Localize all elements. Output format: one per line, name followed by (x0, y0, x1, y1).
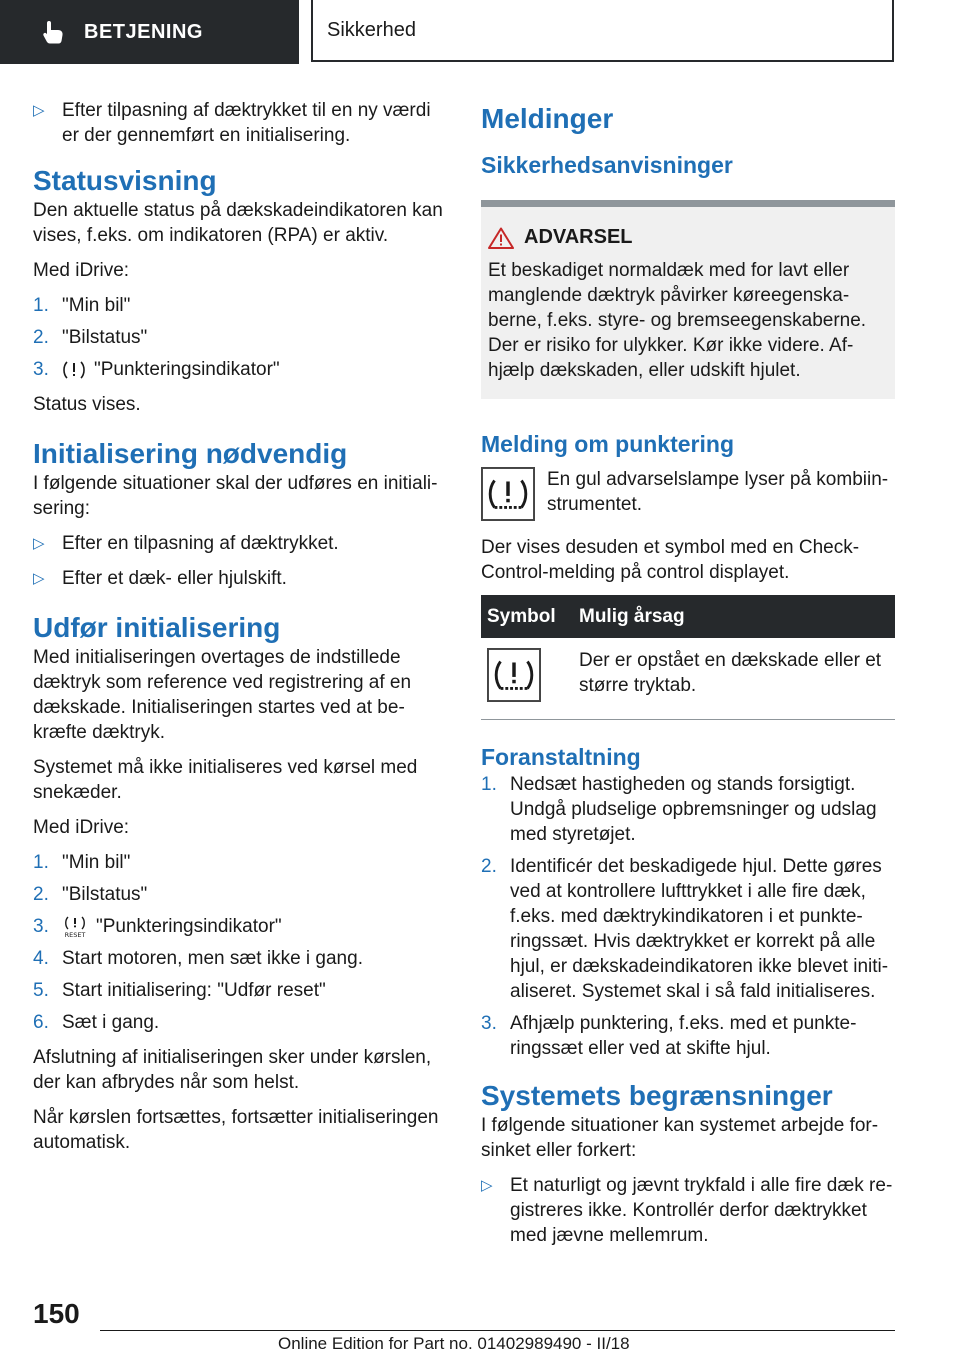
init-needed-bullets (33, 531, 445, 591)
warning-title (488, 225, 887, 250)
tpms-reset-icon (62, 916, 88, 938)
footer-divider (100, 1330, 895, 1331)
step-text: "Min bil" (62, 852, 131, 873)
limits-paragraph: I følgende situationer kan systemet arbejde forsinket eller forkert: (481, 1115, 879, 1161)
messages-heading: Meldinger (481, 103, 614, 134)
tpms-warning-icon (481, 467, 535, 521)
tpms-warning-icon (62, 359, 86, 381)
list-item (481, 772, 895, 847)
step-number: 2. (33, 327, 49, 348)
do-init-paragraph-5: Når kørslen fortsættes, fortsætter initialiseringen automatisk. (33, 1107, 439, 1153)
right-column (481, 98, 895, 1258)
edition-text: Online Edition for Part no. 01402989490 - II/18 (278, 1334, 630, 1353)
warning-triangle-icon (488, 227, 514, 249)
status-paragraph: Den aktuelle status på dækskadeindikatoren kan vises, f.eks. om indikatoren (RPA) er aktiv. (33, 200, 443, 246)
do-init-idrive: Med iDrive: (33, 817, 130, 838)
do-init-steps (33, 850, 445, 1035)
status-steps (33, 293, 445, 382)
do-init-paragraph-2: Systemet må ikke initialiseres ved kørsel med snekæder. (33, 757, 418, 803)
page-number: 150 (33, 1298, 80, 1329)
step-text: "Punkteringsindikator" (94, 359, 280, 380)
lamp-text: En gul advarselslampe lyser på kombiinstrumentet. (547, 469, 889, 515)
list-item (33, 978, 445, 1003)
left-column (33, 98, 445, 1165)
limits-heading: Systemets begrænsninger (481, 1080, 833, 1111)
table-header-row (481, 595, 895, 638)
list-item (481, 1011, 895, 1061)
list-item (33, 293, 445, 318)
table-row (481, 638, 895, 720)
lamp-row (481, 467, 895, 521)
init-needed-paragraph: I følgende situationer skal der udføres en initialisering: (33, 473, 438, 519)
chapter-tab (0, 0, 299, 64)
step-text: Sæt i gang. (62, 1012, 160, 1033)
bullet-text: Et naturligt og jævnt trykfald i alle fire dæk registreres ikke. Kontrollér derfor dæktrykket med jævne mellemrum. (510, 1175, 893, 1246)
puncture-paragraph: Der vises desuden et symbol med en Check-Control-melding på control displayet. (481, 537, 860, 583)
step-text: "Bilstatus" (62, 327, 148, 348)
page-header (0, 0, 960, 66)
list-item (33, 946, 445, 971)
step-text: Identificér det beskadigede hjul. Dette gøres ved at kontrollere lufttrykket i alle fire dæk, f.eks. med dæktrykindikatoren i et punkteringssæt. Hvis dæktrykket er korrekt på alle hjul, er dækskadeindikatoren ikke blevet initialiseret. Systemet skal i så fald initialiseres. (510, 856, 889, 1002)
status-idrive: Med iDrive: (33, 260, 130, 281)
do-init-paragraph-1: Med initialiseringen overtages de indstillede dæktryk som reference ved registrering af en dækskade. Initialiseringen startes ved at bekræfte dæktryk. (33, 647, 412, 743)
puncture-heading: Melding om punktering (481, 431, 734, 457)
bullet-text: Efter et dæk- eller hjulskift. (62, 568, 287, 589)
safety-heading: Sikkerhedsanvisninger (481, 152, 733, 178)
status-heading: Statusvisning (33, 165, 217, 196)
list-item (33, 98, 445, 148)
symbol-cell (481, 638, 573, 720)
list-item (33, 531, 445, 556)
hand-pointer-icon (40, 19, 66, 45)
step-number: 1. (481, 774, 497, 795)
step-number: 2. (481, 856, 497, 877)
intro-bullet-list (33, 98, 445, 148)
list-item (33, 1010, 445, 1035)
step-number: 1. (33, 295, 49, 316)
bullet-text: Efter en tilpasning af dæktrykket. (62, 533, 339, 554)
section-label: Sikkerhed (327, 18, 416, 41)
list-item (33, 325, 445, 350)
bullet-text: Efter tilpasning af dæktrykket til en ny værdi er der gennemført en initialisering. (62, 100, 431, 146)
step-text: Afhjælp punktering, f.eks. med et punkteringssæt eller ved at skifte hjul. (510, 1013, 857, 1059)
warning-box (481, 200, 895, 399)
step-text: Start motoren, men sæt ikke i gang. (62, 948, 363, 969)
list-item (33, 566, 445, 591)
warning-text: Et beskadiget normaldæk med for lavt eller manglende dæktryk påvirker køreegenskaberne, f.eks. styre- og bremseegenskaberne. Der er risiko for ulykker. Kør ikke videre. Afhjælp dækskaden, eller udskift hjulet. (488, 260, 867, 381)
list-item (33, 914, 445, 939)
step-number: 1. (33, 852, 49, 873)
step-text: Start initialisering: "Udfør reset" (62, 980, 326, 1001)
step-number: 4. (33, 948, 49, 969)
do-init-paragraph-4: Afslutning af initialiseringen sker under kørslen, der kan afbrydes når som helst. (33, 1047, 432, 1093)
step-text: Nedsæt hastigheden og stands forsigtigt. Undgå pludselige opbremsninger og udslag med styretøjet. (510, 774, 877, 845)
init-needed-heading: Initialisering nødvendig (33, 438, 348, 469)
list-item (33, 882, 445, 907)
step-text: "Min bil" (62, 295, 131, 316)
list-item (33, 850, 445, 875)
step-number: 5. (33, 980, 49, 1001)
list-item (481, 1173, 895, 1248)
step-number: 3. (33, 359, 49, 380)
reset-label: RESET (64, 930, 86, 938)
col-symbol: Symbol (481, 595, 573, 638)
measures-heading: Foranstaltning (481, 744, 641, 770)
section-tab (311, 0, 894, 62)
measures-steps (481, 772, 895, 1061)
step-number: 6. (33, 1012, 49, 1033)
status-result: Status vises. (33, 394, 141, 415)
warning-title-text: ADVARSEL (524, 226, 633, 248)
step-number: 3. (481, 1013, 497, 1034)
col-cause: Mulig årsag (573, 595, 895, 638)
list-item (481, 854, 895, 1004)
chapter-label: BETJENING (84, 20, 203, 43)
step-text: "Bilstatus" (62, 884, 148, 905)
tpms-warning-icon (487, 648, 541, 702)
do-init-heading: Udfør initialisering (33, 612, 281, 643)
cause-cell: Der er opstået en dækskade eller et større tryktab. (573, 638, 895, 720)
list-item (33, 357, 445, 382)
limits-bullets (481, 1173, 895, 1248)
step-number: 3. (33, 916, 49, 937)
step-number: 2. (33, 884, 49, 905)
step-text: "Punkteringsindikator" (96, 916, 282, 937)
symbol-table (481, 595, 895, 720)
